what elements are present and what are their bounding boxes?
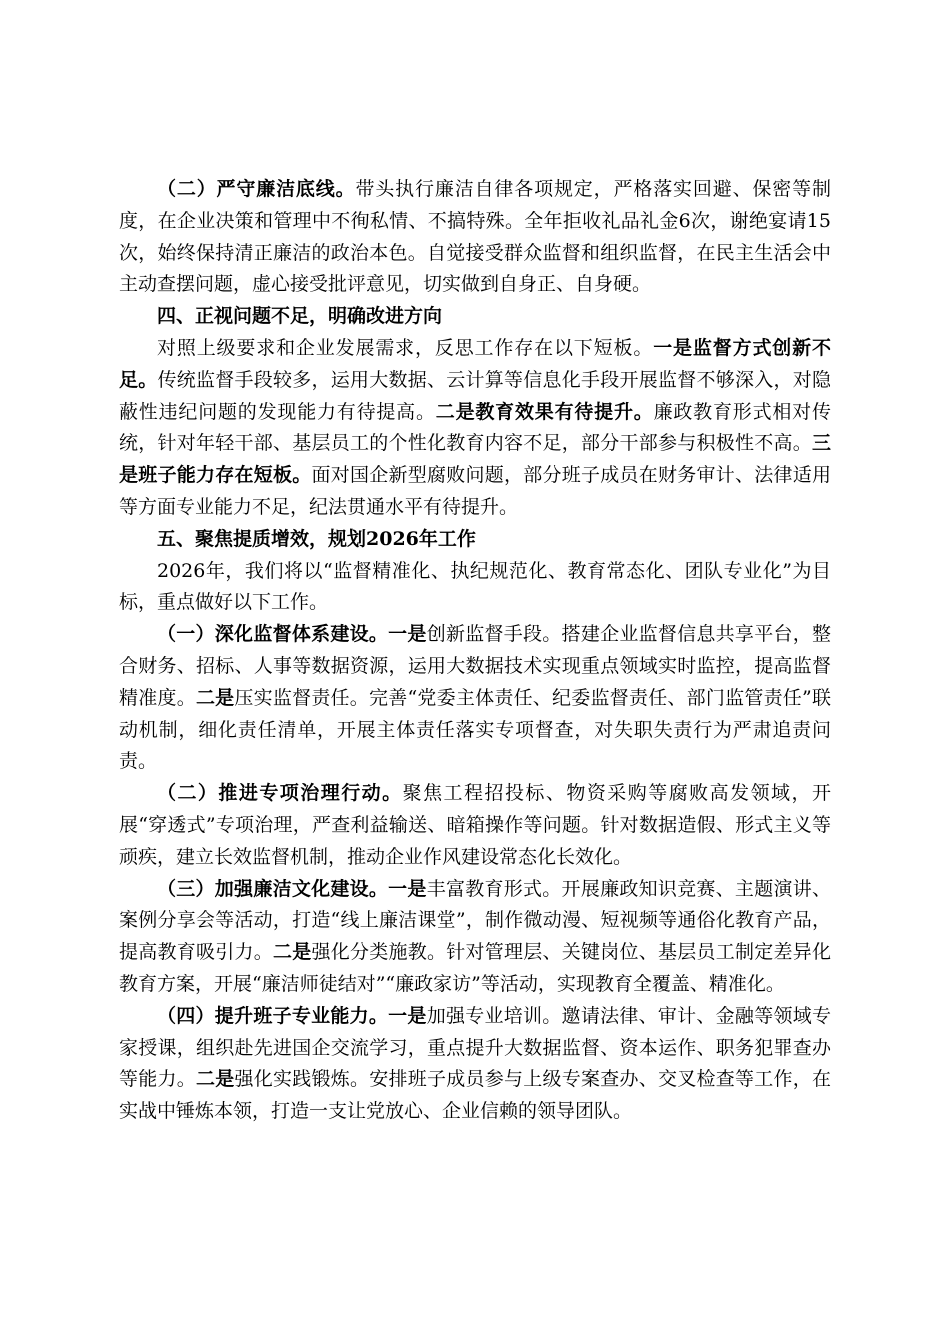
paragraph-text: 强化分类施教。针对管理层、关键岗位、基层员工制定差异化教育方案，开展“廉洁师徒结对”“廉政家访”等活动，实现教育全覆盖、精准化。 [119, 941, 831, 995]
paragraph-text: 丰富教育形式。开展廉政知识竞赛、主题演讲、案例分享会等活动，打造“线上廉洁课堂”，制作微动漫、短视频等通俗化教育产品，提高教育吸引力。 [119, 877, 831, 964]
paragraph-integrity-culture [119, 874, 831, 1001]
paragraph-special-governance [119, 778, 831, 873]
point-two-marker: 二是 [196, 1068, 235, 1091]
paragraph-text: 传统监督手段较多，运用大数据、云计算等信息化手段开展监督不够深入，对隐蔽性违纪问题的发现能力有待提高。 [119, 368, 831, 423]
paragraph-2026-goals [119, 556, 831, 620]
paragraph-text: 对照上级要求和企业发展需求，反思工作存在以下短板。 [157, 336, 654, 359]
paragraph-text: 压实监督责任。完善“党委主体责任、纪委监督责任、部门监管责任”联动机制，细化责任清单，开展主体责任落实专项督查，对失职失责行为严肃追责问责。 [119, 686, 831, 773]
point-three-title: 三是班子能力存在短板。 [119, 432, 831, 487]
paragraph-text: 面对国企新型腐败问题，部分班子成员在财务审计、法律适用等方面专业能力不足，纪法贯通水平有待提升。 [119, 464, 831, 518]
section-heading-text: 四、正视问题不足，明确改进方向 [157, 305, 443, 328]
paragraph-text: 聚焦工程招投标、物资采购等腐败高发领域，开展“穿透式”专项治理，严查利益输送、暗箱操作等问题。针对数据造假、形式主义等顽疾，建立长效监督机制，推动企业作风建设常态化长效化。 [119, 782, 831, 868]
section-heading-four [119, 301, 831, 333]
point-one-title: 一是监督方式创新不足。 [119, 336, 831, 391]
section-heading-five [119, 524, 831, 556]
paragraph-text: 带头执行廉洁自律各项规定，严格落实回避、保密等制度，在企业决策和管理中不徇私情、不搞特殊。全年拒收礼品礼金6次，谢绝宴请15次，始终保持清正廉洁的政治本色。自觉接受群众监督和组织监督，在民主生活会中主动查摆问题，虚心接受批评意见，切实做到自身正、自身硬。 [119, 178, 831, 296]
subheading-team-capability: （四）提升班子专业能力。一是 [157, 1004, 427, 1027]
paragraph-text: 廉政教育形式相对传统，针对年轻干部、基层员工的个性化教育内容不足，部分干部参与积极性不高。 [119, 400, 831, 455]
paragraph-integrity-bottom-line [119, 174, 831, 301]
paragraph-text: 强化实践锻炼。安排班子成员参与上级专案查办、交叉检查等工作，在实战中锤炼本领，打造一支让党放心、企业信赖的领导团队。 [119, 1068, 831, 1123]
paragraph-text: 2026年，我们将以“监督精准化、执纪规范化、教育常态化、团队专业化”为目标，重点做好以下工作。 [119, 559, 831, 614]
subheading-integrity-bottom-line: （二）严守廉洁底线。 [157, 178, 356, 200]
paragraph-shortcomings [119, 333, 831, 524]
paragraph-supervision-system [119, 619, 831, 778]
subheading-supervision-system: （一）深化监督体系建设。一是 [157, 623, 427, 646]
document-body [119, 174, 831, 1128]
subheading-special-governance: （二）推进专项治理行动。 [157, 782, 403, 805]
section-heading-text: 五、聚焦提质增效，规划2026年工作 [157, 527, 476, 550]
point-two-marker: 二是 [273, 941, 312, 964]
paragraph-text: 加强专业培训。邀请法律、审计、金融等领域专家授课，组织赴先进国企交流学习，重点提升大数据监督、资本运作、职务犯罪查办等能力。 [119, 1004, 831, 1091]
paragraph-team-capability [119, 1001, 831, 1128]
paragraph-text: 创新监督手段。搭建企业监督信息共享平台，整合财务、招标、人事等数据资源，运用大数据技术实现重点领域实时监控，提高监督精准度。 [119, 623, 831, 709]
subheading-integrity-culture: （三）加强廉洁文化建设。一是 [157, 877, 427, 900]
point-two-marker: 二是 [195, 686, 235, 709]
point-two-title: 二是教育效果有待提升。 [435, 400, 654, 423]
